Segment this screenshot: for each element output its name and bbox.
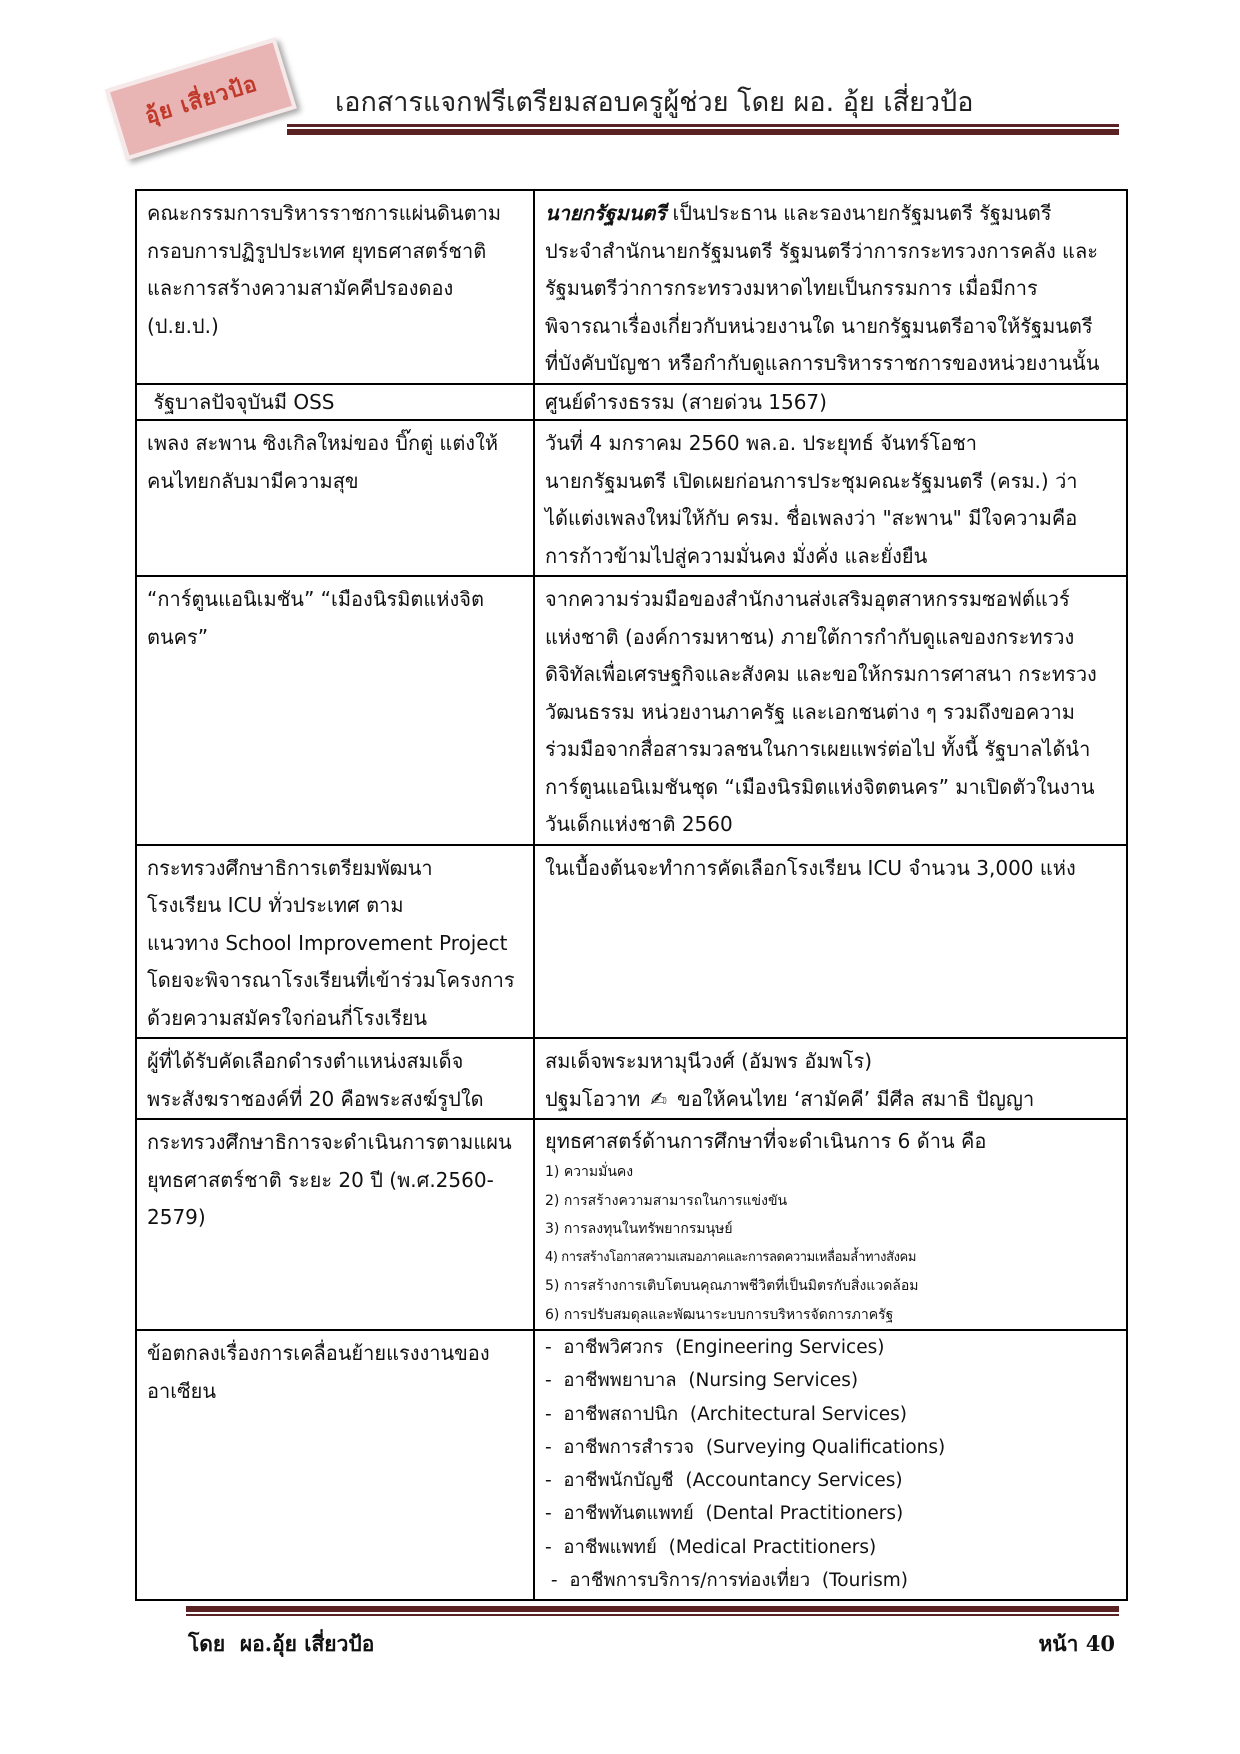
- list-title: ยุทธศาสตร์ด้านการศึกษาที่จะดำเนินการ 6 ด้าน คือ: [545, 1129, 987, 1153]
- text-line: ข้อตกลงเรื่องการเคลื่อนย้ายแรงงานของ: [147, 1341, 490, 1365]
- text-line: และการสร้างความสามัคคีปรองดอง: [147, 276, 454, 300]
- text-line: ปฐมโอวาท: [545, 1086, 641, 1111]
- question-cell: [136, 384, 534, 420]
- text-line: พิจารณาเรื่องเกี่ยวกับหน่วยงานใด นายกรัฐมนตรีอาจให้รัฐมนตรี: [545, 313, 1093, 338]
- question-cell: [136, 190, 534, 384]
- table-row: [136, 384, 1127, 420]
- text-line: วันเด็กแห่งชาติ 2560: [545, 812, 733, 836]
- text-line: เพลง สะพาน ซิงเกิลใหม่ของ บิ๊กตู่ แต่งให้: [147, 431, 499, 455]
- answer-cell: [534, 1038, 1127, 1119]
- text-line: ด้วยความสมัครใจก่อนกี่โรงเรียน: [147, 1005, 428, 1030]
- text-line: การ์ตูนแอนิเมชันชุด “เมืองนิรมิตแห่งจิตตนคร” มาเปิดตัวในงาน: [545, 774, 1095, 799]
- list-item: - อาชีพทันตแพทย์ (Dental Practitioners): [545, 1503, 904, 1525]
- text-line: ยุทธศาสตร์ชาติ ระยะ 20 ปี (พ.ศ.2560-: [147, 1167, 494, 1192]
- answer-cell: [534, 576, 1127, 845]
- text-line: แนวทาง School Improvement Project: [147, 930, 508, 955]
- text-line: พระสังฆราชองค์ที่ 20 คือพระสงฆ์รูปใด: [147, 1086, 484, 1111]
- table-row: [136, 420, 1127, 576]
- list-item: 1) ความมั่นคง: [545, 1164, 634, 1180]
- text-line: จากความร่วมมือของสำนักงานส่งเสริมอุตสาหกรรมซอฟต์แวร์: [545, 587, 1070, 611]
- list-item: - อาชีพการบริการ/การท่องเที่ยว (Tourism): [545, 1570, 908, 1592]
- table-row: [136, 1038, 1127, 1119]
- list-item: - อาชีพการสำรวจ (Surveying Qualifications): [545, 1436, 946, 1458]
- text-line: ที่บังคับบัญชา หรือกำกับดูแลการบริหารราชการของหน่วยงานนั้น: [545, 351, 1100, 375]
- question-cell: [136, 845, 534, 1039]
- table-row: [136, 1330, 1127, 1600]
- answer-cell: [534, 1330, 1127, 1600]
- list-item: - อาชีพแพทย์ (Medical Practitioners): [545, 1536, 877, 1558]
- answer-cell: [534, 420, 1127, 576]
- text-line: โรงเรียน ICU ทั่วประเทศ ตาม: [147, 893, 404, 917]
- text-line: คนไทยกลับมามีความสุข: [147, 468, 359, 493]
- list-item: 5) การสร้างการเติบโตบนคุณภาพชีวิตที่เป็นมิตรกับสิ่งแวดล้อม: [545, 1278, 919, 1294]
- logo-stamp: [105, 38, 297, 161]
- answer-cell: [534, 845, 1127, 1039]
- list-item: - อาชีพนักบัญชี (Accountancy Services): [545, 1470, 903, 1492]
- header-title: เอกสารแจกฟรีเตรียมสอบครูผู้ช่วย โดย ผอ. อุ้ย เสี่ยวป้อ: [335, 87, 974, 118]
- list-item: 6) การปรับสมดุลและพัฒนาระบบการบริหารจัดการภาครัฐ: [545, 1306, 894, 1323]
- text-line: 2579): [147, 1205, 206, 1229]
- text-line: นายกรัฐมนตรี เปิดเผยก่อนการประชุมคณะรัฐมนตรี (ครม.) ว่า: [545, 468, 1078, 493]
- list-item: - อาชีพพยาบาล (Nursing Services): [545, 1370, 859, 1392]
- text-line: วัฒนธรรม หน่วยงานภาครัฐ และเอกชนต่าง ๆ รวมถึงขอความ: [545, 699, 1075, 724]
- question-cell: [136, 576, 534, 845]
- list-item: - อาชีพวิศวกร (Engineering Services): [545, 1337, 885, 1358]
- text-line: กระทรวงศึกษาธิการจะดำเนินการตามแผน: [147, 1130, 512, 1154]
- text-line: ผู้ที่ได้รับคัดเลือกดำรงตำแหน่งสมเด็จ: [147, 1049, 464, 1073]
- text-line: ดิจิทัลเพื่อเศรษฐกิจและสังคม และขอให้กรมการศาสนา กระทรวง: [545, 662, 1097, 686]
- text-line: ศูนย์ดำรงธรรม (สายด่วน 1567): [545, 390, 827, 414]
- question-cell: [136, 1330, 534, 1600]
- text-line: รัฐบาลปัจจุบันมี OSS: [147, 390, 335, 414]
- footer-author: โดย ผอ.อุ้ย เสี่ยวป้อ: [188, 1631, 375, 1656]
- table-row: [136, 576, 1127, 845]
- table-row: [136, 1119, 1127, 1330]
- text-line: ขอให้คนไทย ‘สามัคคี’ มีศีล สมาธิ ปัญญา: [677, 1086, 1035, 1111]
- footer-divider: [186, 1614, 1119, 1616]
- text-line: รัฐมนตรีว่าการกระทรวงมหาดไทยเป็นกรรมการ เมื่อมีการ: [545, 276, 1038, 300]
- list-item: 2) การสร้างความสามารถในการแข่งขัน: [545, 1192, 788, 1209]
- text-line: โดยจะพิจารณาโรงเรียนที่เข้าร่วมโครงการ: [147, 968, 515, 992]
- question-cell: [136, 420, 534, 576]
- text-line: ในเบื้องต้นจะทำการคัดเลือกโรงเรียน ICU จำนวน 3,000 แห่ง: [545, 855, 1076, 880]
- text-line: ตนคร”: [147, 624, 209, 649]
- text-line: ได้แต่งเพลงใหม่ให้กับ ครม. ชื่อเพลงว่า "สะพาน" มีใจความคือ: [545, 506, 1078, 530]
- text-line: อาเซียน: [147, 1378, 217, 1403]
- text-line: เป็นประธาน และรองนายกรัฐมนตรี รัฐมนตรี: [672, 201, 1052, 225]
- list-item: 4) การสร้างโอกาสความเสมอภาคและการลดความเหลื่อมล้ำทางสังคม: [545, 1249, 917, 1265]
- table-row: [136, 190, 1127, 384]
- question-cell: [136, 1119, 534, 1330]
- content-table: [135, 189, 1128, 1601]
- text-line: (ป.ย.ป.): [147, 313, 219, 338]
- text-line: ร่วมมือจากสื่อสารมวลชนในการเผยแพร่ต่อไป ทั้งนี้ รัฐบาลได้นำ: [545, 737, 1091, 761]
- question-cell: [136, 1038, 534, 1119]
- list-item: 3) การลงทุนในทรัพยากรมนุษย์: [545, 1221, 733, 1237]
- list-item: - อาชีพสถาปนิก (Architectural Services): [545, 1403, 908, 1425]
- answer-cell: [534, 190, 1127, 384]
- answer-cell: [534, 1119, 1127, 1330]
- table-row: [136, 845, 1127, 1039]
- text-line: “การ์ตูนแอนิเมชัน” “เมืองนิรมิตแห่งจิต: [147, 587, 484, 611]
- text-line: สมเด็จพระมหามุนีวงศ์ (อัมพร อัมพโร): [545, 1049, 873, 1073]
- text-line: แห่งชาติ (องค์การมหาชน) ภายใต้การกำกับดูแลของกระทรวง: [545, 624, 1075, 649]
- text-line: ประจำสำนักนายกรัฐมนตรี รัฐมนตรีว่าการกระทรวงการคลัง และ: [545, 238, 1098, 263]
- text-line: กระทรวงศึกษาธิการเตรียมพัฒนา: [147, 855, 433, 880]
- answer-cell: [534, 384, 1127, 420]
- text-line: การก้าวข้ามไปสู่ความมั่นคง มั่งคั่ง และยั่งยืน: [545, 543, 928, 568]
- footer-divider-thick: [186, 1606, 1119, 1612]
- page-number: หน้า 40: [1038, 1631, 1115, 1656]
- logo-text: อุ้ย เสี่ยวป้อ: [141, 70, 261, 129]
- text-line: วันที่ 4 มกราคม 2560 พล.อ. ประยุทธ์ จันทร์โอชา: [545, 431, 978, 455]
- text-line: คณะกรรมการบริหารราชการแผ่นดินตาม: [147, 201, 502, 225]
- emphasis-text: นายกรัฐมนตรี: [545, 201, 667, 225]
- pen-icon: ✍: [650, 1086, 668, 1111]
- header-divider: [287, 124, 1119, 127]
- text-line: กรอบการปฏิรูปประเทศ ยุทธศาสตร์ชาติ: [147, 238, 487, 263]
- header-divider-thick: [287, 129, 1119, 135]
